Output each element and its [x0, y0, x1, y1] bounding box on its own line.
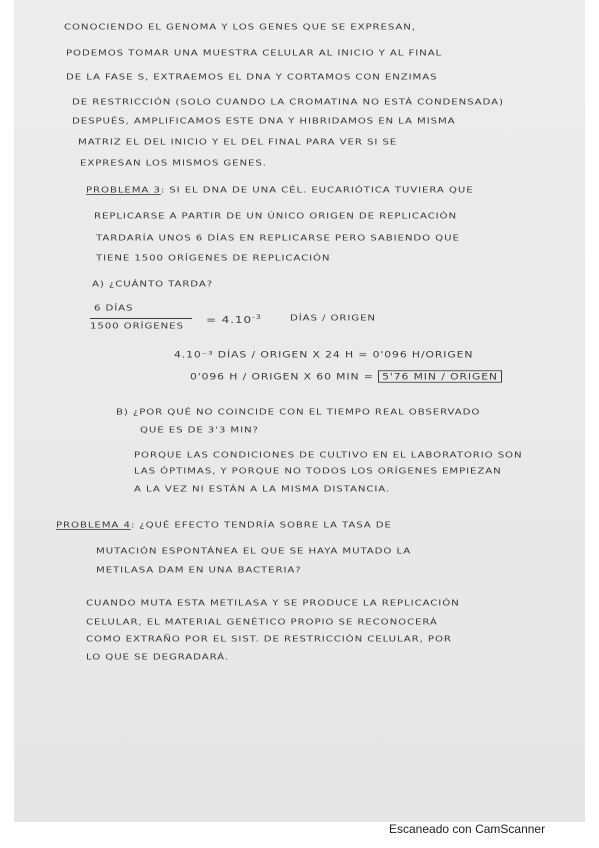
answer-b-line-3: A LA VEZ NI ESTÁN A LA MISMA DISTANCIA. [134, 484, 391, 495]
fraction-numerator: 6 DÍAS [94, 303, 134, 314]
problem4-answer-line-4: LO QUE SE DEGRADARÁ. [86, 652, 229, 663]
calculation-line-2: 0'096 H / ORIGEN X 60 MIN = 5'76 MIN / ORIGEN [190, 371, 502, 382]
scanner-watermark: Escaneado con CamScanner [389, 822, 546, 836]
problem3-statement-line-4: TIENE 1500 ORÍGENES DE REPLICACIÓN [96, 253, 331, 264]
paragraph1-line-5: DESPUÉS, AMPLIFICAMOS ESTE DNA Y HIBRIDAMOS EN LA MISMA [72, 116, 456, 127]
problem3-statement-line-2: REPLICARSE A PARTIR DE UN ÚNICO ORIGEN DE REPLICACIÓN [94, 211, 457, 222]
problem4-answer-line-2: CELULAR, EL MATERIAL GENÉTICO PROPIO SE RECONOCERÁ [86, 617, 438, 628]
problem4-answer-line-3: COMO EXTRAÑO POR EL SIST. DE RESTRICCIÓN CELULAR, POR [86, 634, 452, 645]
question-b-line-2: QUE ES DE 3'3 MIN? [140, 425, 259, 436]
paragraph1-line-4: DE RESTRICCIÓN (SOLO CUANDO LA CROMATINA NO ESTÁ CONDENSADA) [72, 97, 504, 108]
paragraph1-line-2: PODEMOS TOMAR UNA MUESTRA CELULAR AL INICIO Y AL FINAL [66, 48, 443, 59]
boxed-result: 5'76 MIN / ORIGEN [378, 370, 502, 382]
fraction-result: = $4.10^{-3}$ [206, 313, 262, 326]
paragraph1-line-3: DE LA FASE S, EXTRAEMOS EL DNA Y CORTAMOS CON ENZIMAS [66, 72, 438, 83]
problem4-answer-line-1: CUANDO MUTA ESTA METILASA Y SE PRODUCE LA REPLICACIÓN [86, 598, 460, 609]
calculation-line-1: 4.10⁻³ DÍAS / ORIGEN X 24 H = 0'096 H/ORIGEN [174, 349, 474, 360]
problem4-heading: PROBLEMA 4 [56, 520, 131, 531]
problem4-statement-line-1: PROBLEMA 4: ¿QUÉ EFECTO TENDRÍA SOBRE LA TASA DE [56, 520, 392, 531]
fraction-unit: DÍAS / ORIGEN [290, 313, 376, 324]
question-b-line-1: B) ¿POR QUÉ NO COINCIDE CON EL TIEMPO REAL OBSERVADO [116, 407, 481, 418]
paragraph1-line-1: CONOCIENDO EL GENOMA Y LOS GENES QUE SE EXPRESAN, [64, 22, 416, 33]
fraction-bar [90, 318, 192, 319]
problem3-statement-line-1: PROBLEMA 3: SI EL DNA DE UNA CÉL. EUCARIÓTICA TUVIERA QUE [86, 185, 474, 196]
paragraph1-line-7: EXPRESAN LOS MISMOS GENES. [80, 158, 267, 169]
question-a: A) ¿CUÁNTO TARDA? [92, 279, 214, 290]
paragraph1-line-6: MATRIZ EL DEL INICIO Y EL DEL FINAL PARA VER SI SE [78, 137, 398, 148]
problem4-statement-line-3: METILASA DAM EN UNA BACTERIA? [96, 565, 302, 576]
fraction-denominator: 1500 ORÍGENES [90, 321, 184, 332]
problem4-statement-line-2: MUTACIÓN ESPONTÁNEA EL QUE SE HAYA MUTADO LA [96, 546, 412, 557]
problem3-heading: PROBLEMA 3 [86, 185, 161, 196]
answer-b-line-2: LAS ÓPTIMAS, Y PORQUE NO TODOS LOS ORÍGENES EMPIEZAN [134, 466, 502, 477]
problem3-statement-line-3: TARDARÍA UNOS 6 DÍAS EN REPLICARSE PERO SABIENDO QUE [96, 233, 460, 244]
answer-b-line-1: PORQUE LAS CONDICIONES DE CULTIVO EN EL LABORATORIO SON [134, 450, 523, 461]
